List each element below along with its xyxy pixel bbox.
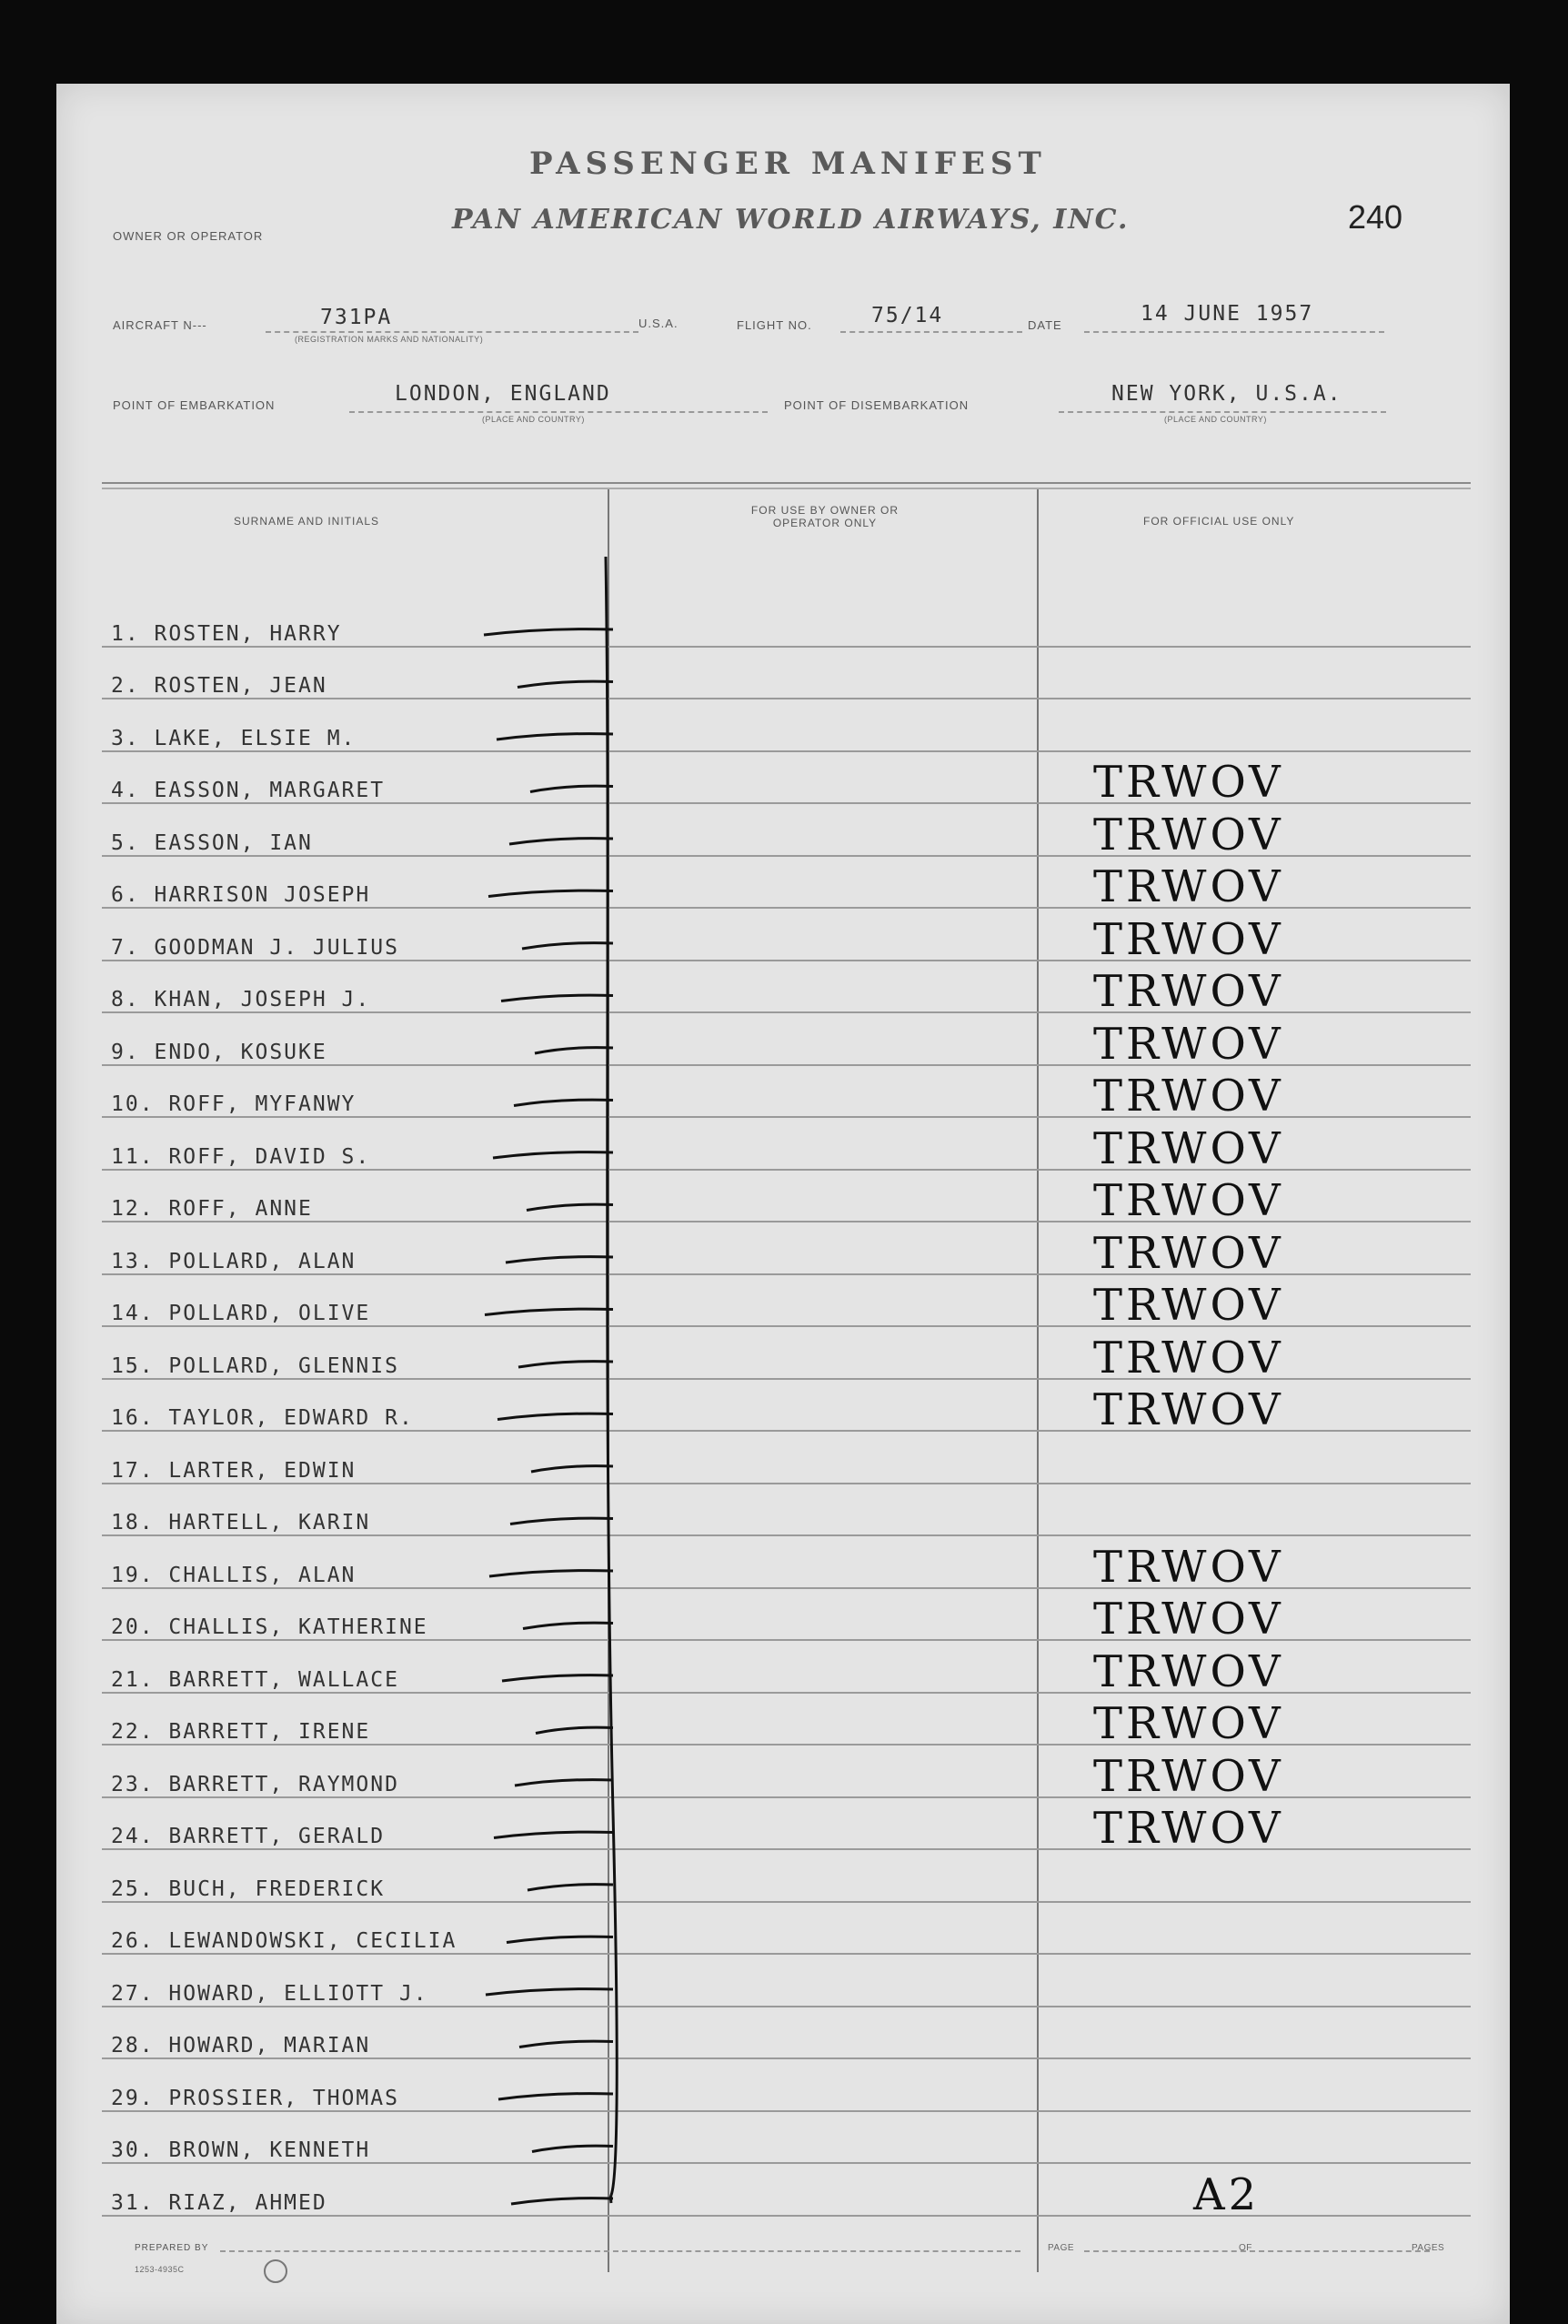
passenger-name: 11. ROFF, DAVID S. [111, 1144, 371, 1169]
passenger-name: 15. POLLARD, GLENNIS [111, 1353, 399, 1378]
passenger-name: 13. POLLARD, ALAN [111, 1249, 357, 1273]
tick-mark [522, 943, 613, 949]
official-annotation: TRWOV [1093, 1384, 1284, 1435]
tick-mark [519, 2041, 613, 2047]
page-underline [1084, 2250, 1430, 2252]
passenger-name: 17. LARTER, EDWIN [111, 1458, 357, 1483]
tick-mark [502, 1675, 613, 1681]
embark-sublabel: (PLACE AND COUNTRY) [482, 415, 585, 424]
passenger-name: 18. HARTELL, KARIN [111, 1511, 371, 1534]
passenger-name: 31. RIAZ, AHMED [111, 2190, 327, 2215]
tick-mark [506, 1257, 613, 1263]
tick-mark [493, 1152, 613, 1158]
passenger-name: 16. TAYLOR, EDWARD R. [111, 1406, 414, 1430]
official-annotation: TRWOV [1093, 1227, 1284, 1279]
passenger-name: 4. EASSON, MARGARET [111, 779, 386, 802]
disembark-label: POINT OF DISEMBARKATION [784, 398, 970, 412]
page-number: 240 [1348, 198, 1403, 236]
flight-label: FLIGHT NO. [737, 318, 812, 332]
passenger-name: 2. ROSTEN, JEAN [111, 674, 327, 698]
official-annotation: TRWOV [1093, 1018, 1284, 1070]
tick-mark [497, 734, 613, 739]
aircraft-sublabel: (REGISTRATION MARKS AND NATIONALITY) [295, 335, 484, 344]
official-annotation: TRWOV [1093, 913, 1284, 965]
tick-mark [509, 839, 613, 844]
tick-mark [535, 1048, 613, 1053]
tick-mark [498, 1414, 613, 1419]
prepared-label: PREPARED BY [135, 2243, 209, 2253]
tick-mark [484, 629, 613, 635]
pages-label: PAGES [1412, 2243, 1445, 2253]
embark-value: LONDON, ENGLAND [395, 382, 611, 406]
tick-mark [532, 2146, 613, 2151]
tick-mark [518, 1362, 613, 1367]
form-code: 1253-4935C [135, 2265, 185, 2274]
passenger-name: 25. BUCH, FREDERICK [111, 1876, 386, 1901]
passenger-name: 20. CHALLIS, KATHERINE [111, 1615, 428, 1639]
passenger-name: 6. HARRISON JOSEPH [111, 883, 371, 907]
passenger-name: 30. BROWN, KENNETH [111, 2138, 371, 2162]
passenger-name: 7. GOODMAN J. JULIUS [111, 935, 399, 960]
tick-mark [507, 1937, 613, 1942]
passenger-name: 12. ROFF, ANNE [111, 1197, 313, 1221]
official-annotation: TRWOV [1093, 966, 1284, 1017]
tick-mark [531, 1466, 613, 1472]
official-annotation: TRWOV [1093, 1803, 1284, 1854]
passenger-name: 14. POLLARD, OLIVE [111, 1302, 371, 1325]
page-label: PAGE [1048, 2243, 1075, 2253]
tick-mark [515, 1780, 613, 1786]
passenger-name: 23. BARRETT, RAYMOND [111, 1772, 399, 1796]
official-annotation: A2 [1193, 2168, 1261, 2220]
official-annotation: TRWOV [1093, 1175, 1284, 1226]
passenger-name: 5. EASSON, IAN [111, 830, 313, 855]
tick-mark [501, 995, 613, 1001]
official-annotation: TRWOV [1093, 1280, 1284, 1331]
date-label: DATE [1028, 318, 1062, 332]
official-annotation: TRWOV [1093, 1645, 1284, 1697]
tick-mark [485, 1309, 613, 1314]
disembark-sublabel: (PLACE AND COUNTRY) [1164, 415, 1267, 424]
passenger-name: 27. HOWARD, ELLIOTT J. [111, 1981, 428, 2006]
tick-mark [536, 1727, 613, 1733]
owner-label: OWNER OR OPERATOR [113, 229, 264, 243]
handwritten-divider-stroke [606, 557, 617, 2203]
tick-mark [528, 1885, 613, 1890]
owner-value: PAN AMERICAN WORLD AIRWAYS, INC. [452, 204, 1130, 236]
tick-mark [494, 1832, 613, 1837]
tick-mark [523, 1623, 613, 1628]
official-annotation: TRWOV [1093, 1071, 1284, 1122]
official-annotation: TRWOV [1093, 1750, 1284, 1802]
passenger-name: 29. PROSSIER, THOMAS [111, 2086, 399, 2110]
passenger-name: 22. BARRETT, IRENE [111, 1720, 371, 1744]
tick-mark [489, 1571, 613, 1576]
seal-icon [264, 2259, 287, 2283]
passenger-name: 24. BARRETT, GERALD [111, 1825, 386, 1848]
passenger-name: 3. LAKE, ELSIE M. [111, 726, 357, 750]
tick-mark [488, 890, 613, 896]
date-value: 14 JUNE 1957 [1141, 302, 1314, 326]
column-official-use: FOR OFFICIAL USE ONLY [1143, 515, 1295, 528]
passenger-name: 21. BARRETT, WALLACE [111, 1667, 399, 1692]
passenger-name: 9. ENDO, KOSUKE [111, 1040, 327, 1064]
tick-mark [527, 1204, 613, 1210]
official-annotation: TRWOV [1093, 1332, 1284, 1383]
tick-mark [486, 1989, 613, 1995]
manifest-sheet [56, 84, 1510, 2324]
tick-mark [514, 1100, 613, 1105]
aircraft-label: AIRCRAFT N--- [113, 318, 207, 332]
official-annotation: TRWOV [1093, 861, 1284, 912]
passenger-name: 1. ROSTEN, HARRY [111, 621, 342, 646]
embark-label: POINT OF EMBARKATION [113, 398, 276, 412]
tick-mark [518, 681, 613, 687]
of-label: OF [1239, 2243, 1252, 2253]
official-annotation: TRWOV [1093, 1594, 1284, 1645]
official-annotation: TRWOV [1093, 809, 1284, 860]
prepared-underline [220, 2250, 1020, 2252]
passenger-name: 26. LEWANDOWSKI, CECILIA [111, 1929, 457, 1953]
passenger-name: 19. CHALLIS, ALAN [111, 1563, 357, 1587]
handwritten-marks [56, 84, 1510, 2324]
aircraft-value: 731PA [320, 306, 393, 329]
passenger-name: 28. HOWARD, MARIAN [111, 2034, 371, 2057]
form-title: PASSENGER MANIFEST [529, 146, 1047, 182]
tick-mark [510, 1518, 613, 1524]
column-owner-use: FOR USE BY OWNER OR OPERATOR ONLY [750, 504, 900, 529]
official-annotation: TRWOV [1093, 1541, 1284, 1593]
tick-mark [511, 2198, 613, 2204]
tick-mark [498, 2094, 613, 2099]
passenger-name: 8. KHAN, JOSEPH J. [111, 988, 371, 1011]
official-annotation: TRWOV [1093, 1122, 1284, 1174]
usa-label: U.S.A. [638, 317, 678, 330]
tick-mark [530, 786, 613, 791]
disembark-value: NEW YORK, U.S.A. [1111, 382, 1342, 406]
flight-value: 75/14 [871, 304, 944, 327]
official-annotation: TRWOV [1093, 757, 1284, 808]
column-surname: SURNAME AND INITIALS [234, 515, 380, 528]
official-annotation: TRWOV [1093, 1698, 1284, 1749]
passenger-name: 10. ROFF, MYFANWY [111, 1092, 357, 1116]
